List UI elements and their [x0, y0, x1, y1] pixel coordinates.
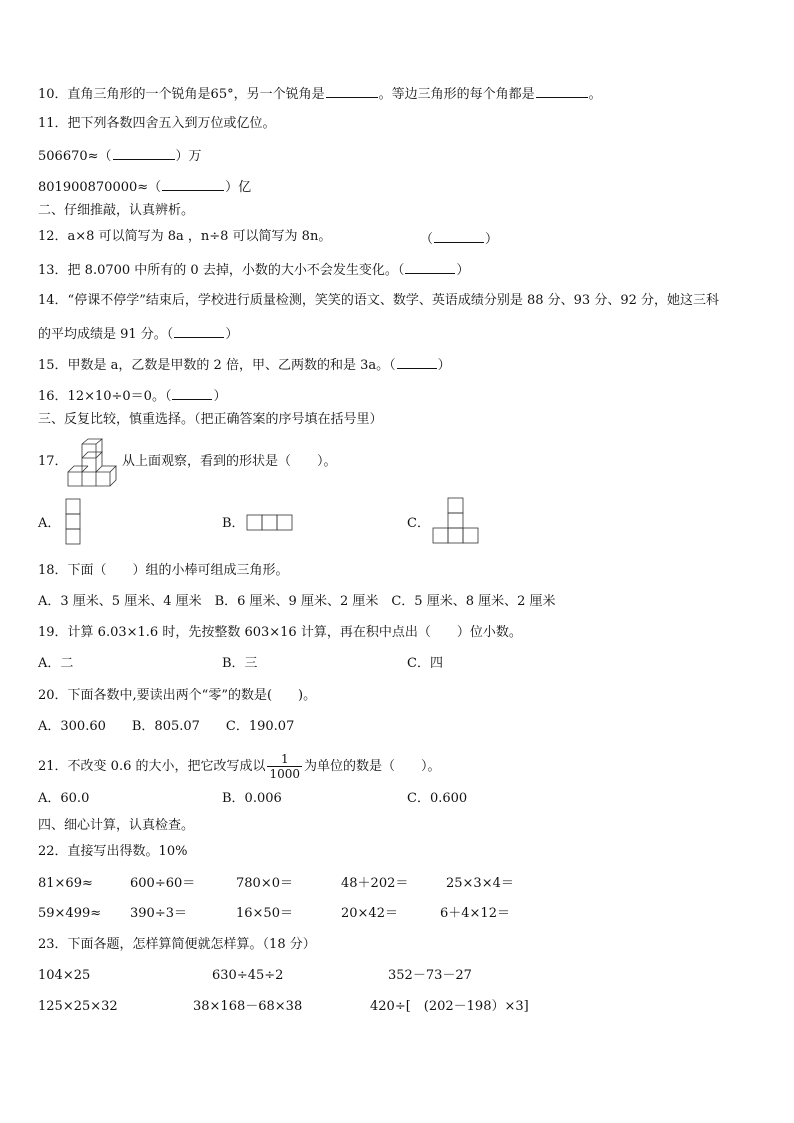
paren-close: ） [437, 358, 451, 373]
question-14-line-1: 14．“停课不停学”结束后，学校进行质量检测，笑笑的语文、数学、英语成绩分别是 88 分、93 分、92 分，她这三科 [38, 293, 719, 308]
answer-blank[interactable] [113, 146, 175, 160]
fraction [267, 752, 302, 781]
q21-text-a: 21．不改变 0.6 的大小，把它改写成以 [38, 759, 266, 774]
question-11-row-2 [38, 177, 251, 196]
shape-option-c [432, 497, 480, 547]
calc-item[interactable]: 630÷45÷2 [212, 968, 284, 983]
answer-blank[interactable] [434, 229, 484, 243]
question-21 [38, 752, 441, 781]
question-10 [38, 84, 602, 103]
answer-blank[interactable] [172, 386, 212, 400]
answer-blank[interactable] [536, 84, 588, 98]
question-17: 从上面观察，看到的形状是（ ）。 [122, 454, 337, 469]
calc-item[interactable]: 59×499≈ [38, 906, 102, 921]
paren-close: ） [213, 389, 227, 404]
q12-answer [420, 229, 498, 248]
fraction-denominator: 1000 [269, 767, 301, 781]
calc-item[interactable]: 600÷60＝ [130, 876, 196, 891]
question-23-title: 23．下面各题，怎样算简便就怎样算。（18 分） [38, 937, 316, 952]
q17-option-b-label[interactable]: B． [222, 516, 245, 531]
section-heading-3: 三、反复比较，慎重选择。（把正确答案的序号填在括号里） [38, 412, 383, 427]
shape-option-a [64, 498, 82, 546]
question-11-prompt: 11．把下列各数四舍五入到万位或亿位。 [38, 116, 276, 131]
fraction-numerator: 1 [280, 752, 289, 766]
q12-text: 12．a×8 可以简写为 8a ，n÷8 可以简写为 8n。 [38, 229, 332, 244]
calc-item[interactable]: 48＋202＝ [341, 876, 409, 891]
question-12 [38, 229, 331, 245]
calc-item[interactable]: 420÷[ (202－198）×3] [370, 999, 529, 1014]
calc-item[interactable]: 6＋4×12＝ [440, 906, 510, 921]
question-14-line-2 [38, 324, 238, 343]
question-16 [38, 386, 226, 405]
answer-blank[interactable] [162, 177, 224, 191]
q17-option-c-label[interactable]: C． [407, 516, 430, 531]
question-18: 18．下面（ ）组的小棒可组成三角形。 [38, 563, 289, 578]
section-heading-2: 二、仔细推敲，认真辨析。 [38, 203, 195, 218]
q21-option-c[interactable]: C．0.600 [407, 791, 468, 806]
q17-option-a-label[interactable]: A． [38, 516, 61, 531]
calc-item[interactable]: 104×25 [38, 968, 91, 983]
answer-blank[interactable] [326, 84, 378, 98]
question-11-row-1 [38, 146, 202, 165]
paren-close: ） [456, 263, 470, 278]
q15-text: 15．甲数是 a，乙数是甲数的 2 倍，甲、乙两数的和是 3a。（ [38, 358, 396, 373]
answer-blank[interactable] [405, 260, 455, 274]
q17-number: 17． [38, 454, 68, 469]
calc-item[interactable]: 390÷3＝ [130, 906, 187, 921]
q10-text-a: 10．直角三角形的一个锐角是65°，另一个锐角是 [38, 87, 325, 102]
q11-row1-unit: ）万 [175, 149, 202, 164]
calc-item[interactable]: 81×69≈ [38, 876, 93, 891]
q19-option-a[interactable]: A．二 [38, 656, 74, 671]
calc-item[interactable]: 25×3×4＝ [446, 876, 514, 891]
q14-text: 的平均成绩是 91 分。（ [38, 327, 174, 342]
question-22-title: 22．直接写出得数。10% [38, 844, 188, 859]
section-heading-4: 四、细心计算，认真检查。 [38, 818, 195, 833]
q16-text: 16．12×10÷0＝0。（ [38, 389, 172, 404]
q21-option-b[interactable]: B．0.006 [222, 791, 282, 806]
q10-text-b: 。等边三角形的每个角都是 [378, 87, 535, 102]
shape-option-b [246, 514, 296, 532]
answer-blank[interactable] [397, 355, 437, 369]
q21-text-b: 为单位的数是（ ）。 [304, 759, 441, 774]
question-20: 20．下面各数中,要读出两个“零”的数是( )。 [38, 688, 317, 703]
paren-close: ） [485, 232, 499, 247]
paren-open: （ [420, 232, 434, 247]
calc-item[interactable]: 780×0＝ [236, 876, 293, 891]
calc-item[interactable]: 16×50＝ [236, 906, 293, 921]
calc-item[interactable]: 125×25×32 [38, 999, 118, 1014]
q21-option-a[interactable]: A．60.0 [38, 791, 90, 806]
q11-row2-unit: ）亿 [225, 180, 252, 195]
calc-item[interactable]: 20×42＝ [341, 906, 398, 921]
q11-row2-label: 801900870000≈（ [38, 180, 162, 195]
q11-row1-label: 506670≈（ [38, 149, 112, 164]
q13-text: 13．把 8.0700 中所有的 0 去掉，小数的大小不会发生变化。（ [38, 263, 405, 278]
calc-item[interactable]: 38×168－68×38 [193, 999, 303, 1014]
cube-stack-figure [66, 438, 122, 490]
question-20-options[interactable]: A．300.60 B．805.07 C．190.07 [38, 719, 295, 734]
question-18-options[interactable]: A．3 厘米、5 厘米、4 厘米 B．6 厘米、9 厘米、2 厘米 C．5 厘米、8 厘米、2 厘米 [38, 594, 556, 609]
paren-close: ） [225, 327, 239, 342]
q19-option-c[interactable]: C．四 [407, 656, 443, 671]
calc-item[interactable]: 352－73－27 [388, 968, 472, 983]
question-19: 19．计算 6.03×1.6 时，先按整数 603×16 计算，再在积中点出（ ）位小数。 [38, 625, 522, 640]
answer-blank[interactable] [174, 324, 224, 338]
q10-text-c: 。 [588, 87, 602, 102]
question-13 [38, 260, 469, 279]
q19-option-b[interactable]: B．三 [222, 656, 258, 671]
question-15 [38, 355, 451, 374]
